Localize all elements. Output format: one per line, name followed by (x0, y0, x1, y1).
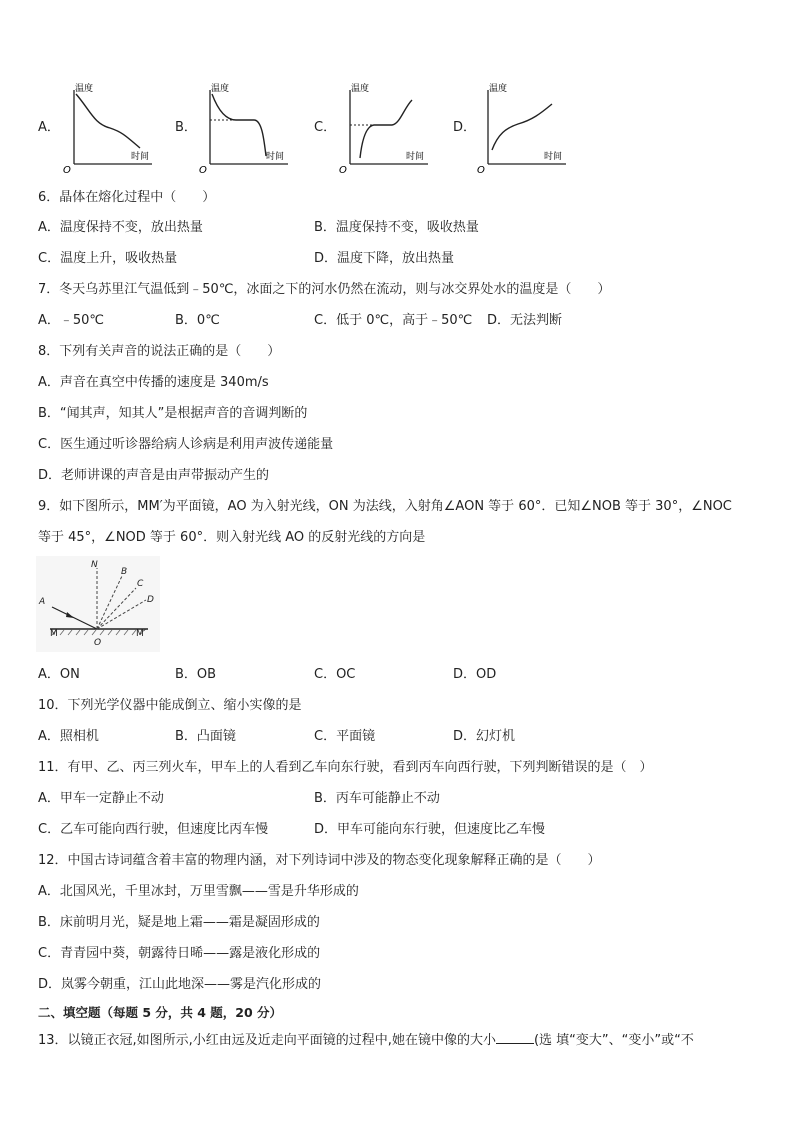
q8-option-d: D．老师讲课的声音是由声带振动产生的 (38, 468, 270, 483)
q7-option-c: C．低于 0℃，高于﹣50℃ (314, 313, 473, 328)
q9-option-a: A．ON (38, 667, 80, 682)
section-2-heading: 二、填空题（每题 5 分，共 4 题，20 分） (38, 1005, 283, 1020)
q5-b-xlabel: 时间 (266, 152, 285, 162)
q9-mirror-figure (36, 556, 160, 656)
q5-a-ylabel: 温度 (75, 84, 94, 94)
q7-option-b: B．0℃ (175, 313, 220, 328)
q9-option-c: C．OC (314, 667, 356, 682)
q5-d-xlabel: 时间 (544, 152, 563, 162)
q6-option-d: D．温度下降，放出热量 (314, 251, 455, 266)
q11-option-a: A．甲车一定静止不动 (38, 791, 164, 806)
q13-stem (38, 1031, 694, 1050)
q11-stem: 11．有甲、乙、丙三列火车，甲车上的人看到乙车向东行驶，看到丙车向西行驶，下列判断错误的是（ ） (38, 760, 653, 775)
q12-option-a: A．北国风光，千里冰封，万里雪飘——雪是升华形成的 (38, 884, 359, 899)
q7-stem: 7．冬天乌苏里江气温低到﹣50℃，冰面之下的河水仍然在流动，则与冰交界处水的温度是（ ） (38, 282, 611, 297)
q11-option-b: B．丙车可能静止不动 (314, 791, 440, 806)
q9-stem-line2: 等于 45°，∠NOD 等于 60°．则入射光线 AO 的反射光线的方向是 (38, 530, 426, 545)
q5-graph-b (196, 80, 296, 179)
q5-graph-d (474, 80, 574, 179)
q5-c-ylabel: 温度 (351, 84, 370, 94)
q7-option-d: D．无法判断 (487, 313, 563, 328)
q12-option-d: D．岚雾今朝重，江山此地深——雾是汽化形成的 (38, 977, 322, 992)
q5-d-origin: O (477, 165, 485, 175)
q7-option-a: A．﹣50℃ (38, 313, 105, 328)
q5-b-origin: O (199, 165, 207, 175)
q9-label-b: B (121, 567, 128, 577)
q5-a-origin: O (63, 165, 71, 175)
q10-option-a: A．照相机 (38, 729, 99, 744)
q5-a-xlabel: 时间 (131, 152, 150, 162)
q9-label-n: N (91, 560, 98, 570)
q12-option-b: B．床前明月光，疑是地上霜——霜是凝固形成的 (38, 915, 320, 930)
q12-option-c: C．青青园中葵，朝露待日晞——露是液化形成的 (38, 946, 321, 961)
q6-stem: 6．晶体在熔化过程中（ ） (38, 190, 216, 205)
q9-label-m-prime: M′ (136, 629, 146, 639)
q9-label-d: D (147, 595, 154, 605)
q5-option-c-letter: C． (314, 120, 337, 135)
q13-stem-before: 13．以镜正衣冠,如图所示,小红由远及近走向平面镜的过程中,她在镜中像的大小 (38, 1033, 496, 1048)
q8-option-c: C．医生通过听诊器给病人诊病是利用声波传递能量 (38, 437, 334, 452)
q9-label-m: M (50, 629, 58, 639)
q6-option-a: A．温度保持不变，放出热量 (38, 220, 203, 235)
q9-option-b: B．OB (175, 667, 217, 682)
q5-option-d-letter: D． (453, 120, 477, 135)
q5-option-b-letter: B． (175, 120, 197, 135)
q5-b-ylabel: 温度 (211, 84, 230, 94)
q9-label-a: A (39, 597, 46, 607)
q11-option-d: D．甲车可能向东行驶，但速度比乙车慢 (314, 822, 546, 837)
q5-c-origin: O (339, 165, 347, 175)
q8-option-a: A．声音在真空中传播的速度是 340m/s (38, 375, 269, 390)
q5-graph-c (336, 80, 436, 179)
q9-label-c: C (137, 579, 144, 589)
q5-option-a-letter: A． (38, 120, 60, 135)
q6-option-c: C．温度上升，吸收热量 (38, 251, 178, 266)
q10-option-c: C．平面镜 (314, 729, 376, 744)
q9-label-o: O (94, 638, 102, 648)
q9-option-d: D．OD (453, 667, 497, 682)
q9-stem-line1: 9．如下图所示，MM′为平面镜，AO 为入射光线，ON 为法线，入射角∠AON 等于 60°．已知∠NOB 等于 30°，∠NOC (38, 499, 732, 514)
q10-option-d: D．幻灯机 (453, 729, 516, 744)
q8-option-b: B．“闻其声，知其人”是根据声音的音调判断的 (38, 406, 308, 421)
q13-answer-blank[interactable] (496, 1031, 534, 1044)
q5-d-ylabel: 温度 (489, 84, 508, 94)
q10-stem: 10．下列光学仪器中能成倒立、缩小实像的是 (38, 698, 302, 713)
q11-option-c: C．乙车可能向西行驶，但速度比丙车慢 (38, 822, 269, 837)
q8-stem: 8．下列有关声音的说法正确的是（ ） (38, 344, 281, 359)
q5-c-xlabel: 时间 (406, 152, 425, 162)
q12-stem: 12．中国古诗词蕴含着丰富的物理内涵，对下列诗词中涉及的物态变化现象解释正确的是（ ） (38, 853, 601, 868)
q5-graph-a (60, 80, 160, 179)
q10-option-b: B．凸面镜 (175, 729, 236, 744)
q13-stem-after: (选 填“变大”、“变小”或“不 (533, 1033, 694, 1048)
q6-option-b: B．温度保持不变，吸收热量 (314, 220, 479, 235)
